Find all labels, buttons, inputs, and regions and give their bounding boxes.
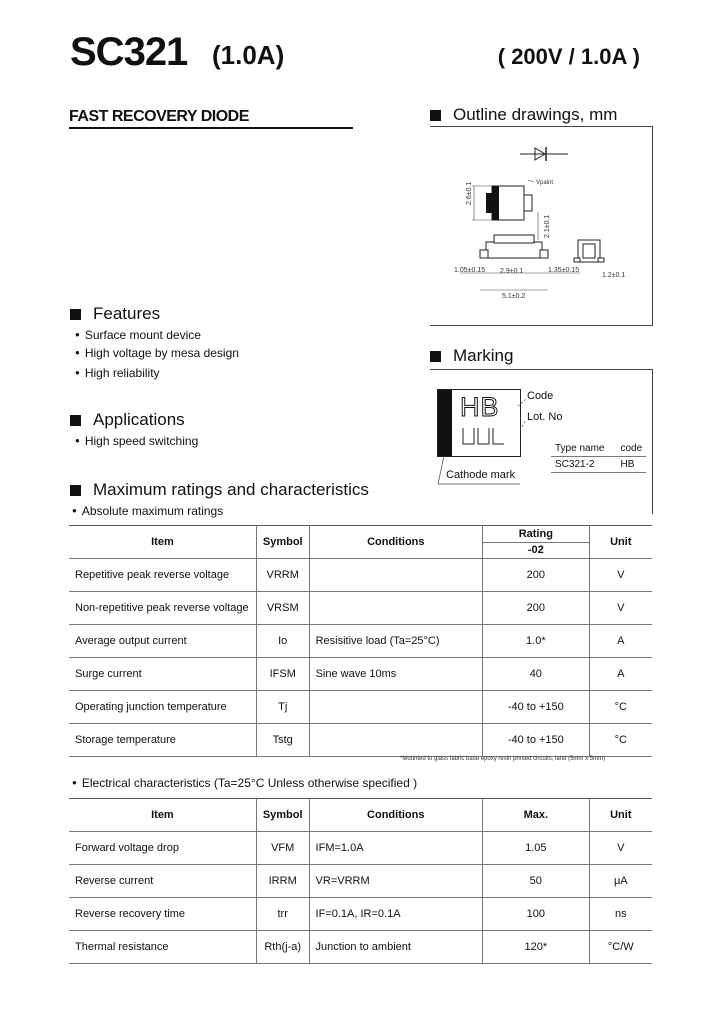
type-name-cell: SC321-2	[551, 457, 616, 473]
table-row	[69, 724, 652, 757]
feature-item: ● High voltage by mesa design	[75, 346, 239, 360]
dim-d6: 5.1±0.2	[502, 293, 526, 300]
table-row	[69, 625, 652, 658]
conditions-cell: VR=VRRM	[309, 865, 482, 898]
outline-section-title: Outline drawings, mm	[430, 105, 617, 125]
dim-d4: 2.9±0.1	[500, 268, 524, 275]
col-unit: Unit	[589, 526, 652, 559]
symbol-cell: VFM	[256, 832, 309, 865]
unit-cell: ns	[589, 898, 652, 931]
conditions-cell: Sine wave 10ms	[309, 658, 482, 691]
square-bullet-icon	[70, 415, 81, 426]
item-cell: Storage temperature	[69, 724, 256, 757]
square-bullet-icon	[430, 351, 441, 362]
part-number: SC321	[70, 30, 188, 74]
col-item: Item	[69, 526, 256, 559]
absolute-max-subtitle: ● Absolute maximum ratings	[72, 504, 223, 518]
conditions-cell	[309, 691, 482, 724]
dim-d7: 1.2±0.1	[602, 272, 626, 279]
item-cell: Non-repetitive peak reverse voltage	[69, 592, 256, 625]
marking-lot-label: Lot. No	[527, 411, 563, 423]
item-cell: Average output current	[69, 625, 256, 658]
unit-cell: V	[589, 559, 652, 592]
square-bullet-icon	[70, 485, 81, 496]
unit-cell: °C	[589, 724, 652, 757]
symbol-cell: Rth(j-a)	[256, 931, 309, 964]
item-cell: Repetitive peak reverse voltage	[69, 559, 256, 592]
conditions-cell	[309, 724, 482, 757]
symbol-cell: VRSM	[256, 592, 309, 625]
part-current: (1.0A)	[212, 40, 285, 70]
marking-cathode-label: Cathode mark	[446, 469, 516, 481]
unit-cell: A	[589, 625, 652, 658]
applications-section-title: Applications	[70, 410, 185, 430]
item-cell: Reverse recovery time	[69, 898, 256, 931]
type-code-header: code	[616, 441, 646, 457]
table-row	[69, 658, 652, 691]
symbol-cell: Tj	[256, 691, 309, 724]
outline-drawing	[450, 140, 645, 310]
table-row	[69, 898, 652, 931]
table-row	[69, 865, 652, 898]
table-header-row	[69, 526, 652, 559]
feature-item: ● Surface mount device	[75, 328, 201, 342]
marking-code-label: Code	[527, 390, 554, 402]
type-code-cell: HB	[616, 457, 646, 473]
dim-d5: 1.35±0.15	[548, 267, 580, 274]
application-item: ● High speed switching	[75, 434, 198, 448]
col-rating: Rating -02	[483, 526, 590, 559]
rating-cell: 200	[483, 559, 590, 592]
col-symbol: Symbol	[256, 526, 309, 559]
item-cell: Reverse current	[69, 865, 256, 898]
item-cell: Surge current	[69, 658, 256, 691]
table-row	[551, 441, 646, 457]
rating-cell: 40	[483, 658, 590, 691]
max-cell: 100	[482, 898, 589, 931]
col-item: Item	[69, 799, 256, 832]
item-cell: Operating junction temperature	[69, 691, 256, 724]
conditions-cell	[309, 592, 482, 625]
type-code-table	[551, 441, 646, 473]
square-bullet-icon	[70, 309, 81, 320]
product-type-underline	[69, 127, 353, 129]
conditions-cell: Resisitive load (Ta=25°C)	[309, 625, 482, 658]
table-header-row	[69, 799, 652, 832]
marking-section-title: Marking	[430, 346, 513, 366]
symbol-cell: trr	[256, 898, 309, 931]
conditions-cell: IF=0.1A, IR=0.1A	[309, 898, 482, 931]
col-conditions: Conditions	[309, 799, 482, 832]
marking-code-glyph: HB	[460, 392, 500, 422]
table-row	[551, 457, 646, 473]
electrical-subtitle: ● Electrical characteristics (Ta=25°C Unless otherwise specified )	[72, 776, 417, 790]
dim-d1: 2.6±0.1	[466, 181, 473, 205]
rating-cell: 1.0*	[483, 625, 590, 658]
unit-cell: A	[589, 658, 652, 691]
symbol-cell: IRRM	[256, 865, 309, 898]
max-ratings-table	[69, 525, 652, 757]
conditions-cell	[309, 559, 482, 592]
max-ratings-footnote: *Mounted to glass fabric base epoxy resin printed circuits, land (5mm x 5mm)	[400, 756, 606, 762]
table-row	[69, 931, 652, 964]
table-row	[69, 691, 652, 724]
rating-cell: -40 to +150	[483, 691, 590, 724]
symbol-cell: IFSM	[256, 658, 309, 691]
square-bullet-icon	[430, 110, 441, 121]
unit-cell: V	[589, 832, 652, 865]
max-cell: 120*	[482, 931, 589, 964]
product-type: FAST RECOVERY DIODE	[69, 108, 249, 125]
rating-summary: ( 200V / 1.0A )	[497, 44, 640, 69]
symbol-cell: Io	[256, 625, 309, 658]
item-cell: Thermal resistance	[69, 931, 256, 964]
max-cell: 1.05	[482, 832, 589, 865]
col-conditions: Conditions	[309, 526, 482, 559]
dim-d3: 1.05±0.15	[454, 267, 486, 274]
max-ratings-section-title: Maximum ratings and characteristics	[70, 480, 369, 500]
symbol-cell: Tstg	[256, 724, 309, 757]
col-max: Max.	[482, 799, 589, 832]
table-row	[69, 592, 652, 625]
col-symbol: Symbol	[256, 799, 309, 832]
symbol-cell: VRRM	[256, 559, 309, 592]
unit-cell: μA	[589, 865, 652, 898]
type-name-header: Type name	[551, 441, 616, 457]
table-row	[69, 559, 652, 592]
conditions-cell: IFM=1.0A	[309, 832, 482, 865]
feature-item: ● High reliability	[75, 366, 160, 380]
rating-cell: -40 to +150	[483, 724, 590, 757]
unit-cell: °C/W	[589, 931, 652, 964]
table-row	[69, 832, 652, 865]
electrical-table	[69, 798, 652, 964]
unit-cell: °C	[589, 691, 652, 724]
rating-cell: 200	[483, 592, 590, 625]
conditions-cell: Junction to ambient	[309, 931, 482, 964]
col-unit: Unit	[589, 799, 652, 832]
item-cell: Forward voltage drop	[69, 832, 256, 865]
max-cell: 50	[482, 865, 589, 898]
dim-d2: 2.1±0.1	[544, 214, 551, 238]
unit-cell: V	[589, 592, 652, 625]
dim-d8: Vpaint	[536, 180, 554, 186]
features-section-title: Features	[70, 304, 160, 324]
